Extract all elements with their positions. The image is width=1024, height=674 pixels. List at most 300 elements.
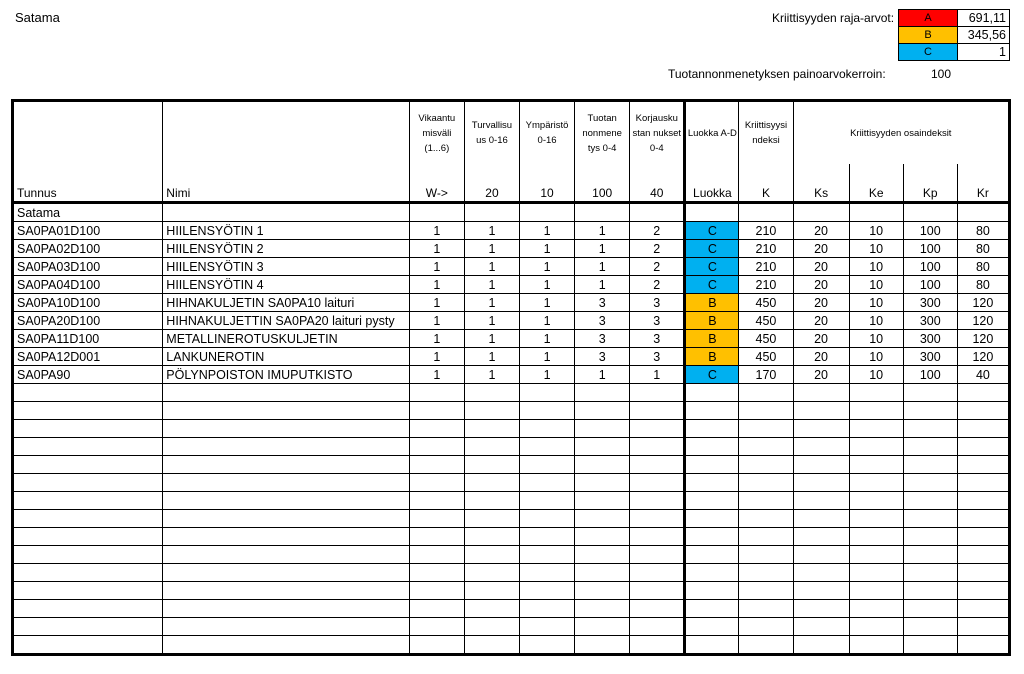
empty-cell[interactable] — [464, 528, 519, 546]
empty-cell[interactable] — [739, 636, 793, 655]
cell-y[interactable]: 1 — [520, 258, 575, 276]
empty-cell[interactable] — [685, 510, 739, 528]
empty-cell[interactable] — [630, 546, 685, 564]
empty-cell[interactable] — [409, 600, 464, 618]
cell-name[interactable]: HIILENSYÖTIN 1 — [163, 222, 409, 240]
cell-ks[interactable]: 20 — [793, 294, 849, 312]
empty-cell[interactable] — [903, 402, 957, 420]
cell-k[interactable]: 210 — [739, 240, 793, 258]
empty-cell[interactable] — [739, 546, 793, 564]
cell-cls[interactable]: C — [685, 240, 739, 258]
empty-cell[interactable] — [464, 474, 519, 492]
empty-cell[interactable] — [849, 618, 903, 636]
empty-cell[interactable] — [685, 546, 739, 564]
empty-cell[interactable] — [520, 510, 575, 528]
empty-cell[interactable] — [13, 402, 163, 420]
cell-t[interactable]: 1 — [464, 330, 519, 348]
threshold-value[interactable]: 1 — [958, 44, 1010, 61]
empty-cell[interactable] — [685, 456, 739, 474]
empty-cell[interactable] — [13, 474, 163, 492]
cell-id[interactable]: SA0PA04D100 — [13, 276, 163, 294]
cell-ke[interactable]: 10 — [849, 258, 903, 276]
cell-ke[interactable]: 10 — [849, 330, 903, 348]
empty-cell[interactable] — [739, 510, 793, 528]
empty-cell[interactable] — [903, 456, 957, 474]
empty-cell[interactable] — [464, 564, 519, 582]
cell-k[interactable]: 2 — [630, 240, 685, 258]
empty-cell[interactable] — [849, 456, 903, 474]
empty-cell[interactable] — [849, 582, 903, 600]
empty-cell[interactable] — [575, 456, 630, 474]
empty-cell[interactable] — [793, 618, 849, 636]
cell-k[interactable]: 210 — [739, 258, 793, 276]
empty-cell[interactable] — [903, 564, 957, 582]
cell-t[interactable]: 1 — [464, 312, 519, 330]
empty-cell[interactable] — [409, 474, 464, 492]
cell-kr[interactable]: 120 — [957, 294, 1009, 312]
cell-t[interactable]: 1 — [464, 348, 519, 366]
empty-cell[interactable] — [903, 636, 957, 655]
cell-kr[interactable]: 80 — [957, 276, 1009, 294]
empty-cell[interactable] — [903, 546, 957, 564]
cell-kp[interactable]: 100 — [903, 276, 957, 294]
empty-cell[interactable] — [685, 384, 739, 402]
cell-kp[interactable]: 300 — [903, 294, 957, 312]
empty-cell[interactable] — [957, 402, 1009, 420]
empty-cell[interactable] — [575, 420, 630, 438]
empty-cell[interactable] — [903, 492, 957, 510]
empty-cell[interactable] — [793, 402, 849, 420]
empty-cell[interactable] — [520, 600, 575, 618]
empty-cell[interactable] — [409, 510, 464, 528]
empty-cell[interactable] — [464, 636, 519, 655]
cell-cls[interactable]: C — [685, 276, 739, 294]
cell-kp[interactable]: 300 — [903, 312, 957, 330]
empty-cell[interactable] — [575, 600, 630, 618]
empty-cell[interactable] — [630, 582, 685, 600]
empty-cell[interactable] — [630, 438, 685, 456]
cell-ke[interactable]: 10 — [849, 312, 903, 330]
empty-cell[interactable] — [630, 456, 685, 474]
empty-cell[interactable] — [739, 492, 793, 510]
empty-cell[interactable] — [13, 546, 163, 564]
empty-cell[interactable] — [903, 474, 957, 492]
cell-id[interactable]: SA0PA02D100 — [13, 240, 163, 258]
cell-kr[interactable]: 80 — [957, 258, 1009, 276]
cell-name[interactable]: PÖLYNPOISTON IMUPUTKISTO — [163, 366, 409, 384]
cell-ks[interactable]: 20 — [793, 348, 849, 366]
empty-cell[interactable] — [793, 420, 849, 438]
cell-kp[interactable]: 300 — [903, 330, 957, 348]
empty-cell[interactable] — [575, 564, 630, 582]
cell-k[interactable]: 3 — [630, 348, 685, 366]
empty-cell[interactable] — [957, 636, 1009, 655]
empty-cell[interactable] — [13, 510, 163, 528]
cell-p[interactable]: 1 — [575, 222, 630, 240]
empty-cell[interactable] — [957, 618, 1009, 636]
empty-cell[interactable] — [163, 438, 409, 456]
cell-k[interactable]: 170 — [739, 366, 793, 384]
empty-cell[interactable] — [630, 384, 685, 402]
empty-cell[interactable] — [163, 528, 409, 546]
empty-cell[interactable] — [163, 384, 409, 402]
cell-ks[interactable]: 20 — [793, 312, 849, 330]
empty-cell[interactable] — [685, 528, 739, 546]
cell-id[interactable]: SA0PA11D100 — [13, 330, 163, 348]
cell-kr[interactable]: 120 — [957, 330, 1009, 348]
cell-p[interactable]: 3 — [575, 330, 630, 348]
empty-cell[interactable] — [793, 438, 849, 456]
empty-cell[interactable] — [409, 438, 464, 456]
empty-cell[interactable] — [793, 492, 849, 510]
cell-id[interactable]: SA0PA01D100 — [13, 222, 163, 240]
empty-cell[interactable] — [739, 618, 793, 636]
cell-ke[interactable]: 10 — [849, 240, 903, 258]
empty-cell[interactable] — [793, 474, 849, 492]
empty-cell[interactable] — [13, 564, 163, 582]
cell-cls[interactable]: B — [685, 330, 739, 348]
cell-name[interactable]: HIILENSYÖTIN 2 — [163, 240, 409, 258]
empty-cell[interactable] — [464, 618, 519, 636]
cell-p[interactable]: 1 — [575, 258, 630, 276]
empty-cell[interactable] — [520, 456, 575, 474]
empty-cell[interactable] — [13, 600, 163, 618]
empty-cell[interactable] — [409, 618, 464, 636]
empty-cell[interactable] — [13, 438, 163, 456]
cell-id[interactable]: SA0PA90 — [13, 366, 163, 384]
cell-kp[interactable]: 100 — [903, 258, 957, 276]
empty-cell[interactable] — [409, 582, 464, 600]
empty-cell[interactable] — [575, 618, 630, 636]
empty-cell[interactable] — [630, 402, 685, 420]
cell-cls[interactable]: B — [685, 312, 739, 330]
empty-cell[interactable] — [464, 492, 519, 510]
empty-cell[interactable] — [903, 582, 957, 600]
threshold-value[interactable]: 691,11 — [958, 10, 1010, 27]
cell-w[interactable]: 1 — [409, 312, 464, 330]
empty-cell[interactable] — [575, 438, 630, 456]
empty-cell[interactable] — [630, 636, 685, 655]
empty-cell[interactable] — [575, 582, 630, 600]
empty-cell[interactable] — [849, 510, 903, 528]
empty-cell[interactable] — [464, 402, 519, 420]
empty-cell[interactable] — [957, 420, 1009, 438]
empty-cell[interactable] — [793, 600, 849, 618]
empty-cell[interactable] — [793, 528, 849, 546]
cell-k[interactable]: 2 — [630, 222, 685, 240]
threshold-value[interactable]: 345,56 — [958, 27, 1010, 44]
cell-kp[interactable]: 300 — [903, 348, 957, 366]
empty-cell[interactable] — [409, 564, 464, 582]
cell-p[interactable]: 3 — [575, 294, 630, 312]
empty-cell[interactable] — [685, 618, 739, 636]
cell-y[interactable]: 1 — [520, 222, 575, 240]
empty-cell[interactable] — [903, 618, 957, 636]
cell-w[interactable]: 1 — [409, 330, 464, 348]
empty-cell[interactable] — [13, 384, 163, 402]
cell-name[interactable]: HIILENSYÖTIN 3 — [163, 258, 409, 276]
empty-cell[interactable] — [739, 384, 793, 402]
empty-cell[interactable] — [163, 636, 409, 655]
empty-cell[interactable] — [409, 402, 464, 420]
cell-id[interactable]: SA0PA10D100 — [13, 294, 163, 312]
cell-ke[interactable]: 10 — [849, 366, 903, 384]
empty-cell[interactable] — [464, 582, 519, 600]
empty-cell[interactable] — [520, 402, 575, 420]
empty-cell[interactable] — [903, 420, 957, 438]
cell-cls[interactable]: C — [685, 366, 739, 384]
empty-cell[interactable] — [575, 384, 630, 402]
empty-cell[interactable] — [957, 456, 1009, 474]
empty-cell[interactable] — [575, 402, 630, 420]
empty-cell[interactable] — [903, 384, 957, 402]
cell-kp[interactable]: 100 — [903, 366, 957, 384]
cell-ks[interactable]: 20 — [793, 222, 849, 240]
empty-cell[interactable] — [409, 384, 464, 402]
empty-cell[interactable] — [575, 636, 630, 655]
empty-cell[interactable] — [685, 564, 739, 582]
empty-cell[interactable] — [520, 636, 575, 655]
cell-t[interactable]: 1 — [464, 258, 519, 276]
cell-ke[interactable]: 10 — [849, 294, 903, 312]
empty-cell[interactable] — [630, 510, 685, 528]
cell-w[interactable]: 1 — [409, 276, 464, 294]
empty-cell[interactable] — [630, 600, 685, 618]
empty-cell[interactable] — [957, 582, 1009, 600]
cell-kr[interactable]: 80 — [957, 240, 1009, 258]
empty-cell[interactable] — [739, 528, 793, 546]
empty-cell[interactable] — [849, 438, 903, 456]
empty-cell[interactable] — [520, 420, 575, 438]
empty-cell[interactable] — [739, 582, 793, 600]
empty-cell[interactable] — [685, 420, 739, 438]
cell-name[interactable]: HIHNAKULJETTIN SA0PA20 laituri pysty — [163, 312, 409, 330]
empty-cell[interactable] — [685, 438, 739, 456]
empty-cell[interactable] — [409, 456, 464, 474]
cell-ks[interactable]: 20 — [793, 276, 849, 294]
empty-cell[interactable] — [957, 546, 1009, 564]
empty-cell[interactable] — [793, 456, 849, 474]
empty-cell[interactable] — [520, 564, 575, 582]
empty-cell[interactable] — [739, 564, 793, 582]
cell-t[interactable]: 1 — [464, 294, 519, 312]
empty-cell[interactable] — [630, 420, 685, 438]
empty-cell[interactable] — [520, 492, 575, 510]
cell-kr[interactable]: 40 — [957, 366, 1009, 384]
empty-cell[interactable] — [163, 420, 409, 438]
empty-cell[interactable] — [957, 600, 1009, 618]
cell-w[interactable]: 1 — [409, 366, 464, 384]
empty-cell[interactable] — [409, 420, 464, 438]
cell-kr[interactable]: 120 — [957, 312, 1009, 330]
cell-k[interactable]: 3 — [630, 330, 685, 348]
empty-cell[interactable] — [957, 528, 1009, 546]
empty-cell[interactable] — [630, 474, 685, 492]
empty-cell[interactable] — [739, 474, 793, 492]
empty-cell[interactable] — [163, 456, 409, 474]
empty-cell[interactable] — [13, 492, 163, 510]
empty-cell[interactable] — [739, 456, 793, 474]
empty-cell[interactable] — [793, 546, 849, 564]
cell-p[interactable]: 3 — [575, 312, 630, 330]
empty-cell[interactable] — [849, 564, 903, 582]
empty-cell[interactable] — [13, 528, 163, 546]
empty-cell[interactable] — [630, 528, 685, 546]
cell-k[interactable]: 1 — [630, 366, 685, 384]
empty-cell[interactable] — [409, 492, 464, 510]
empty-cell[interactable] — [163, 618, 409, 636]
cell-w[interactable]: 1 — [409, 240, 464, 258]
cell-k[interactable]: 450 — [739, 348, 793, 366]
empty-cell[interactable] — [685, 600, 739, 618]
cell-w[interactable]: 1 — [409, 258, 464, 276]
empty-cell[interactable] — [13, 456, 163, 474]
empty-cell[interactable] — [163, 402, 409, 420]
cell-t[interactable]: 1 — [464, 222, 519, 240]
empty-cell[interactable] — [685, 582, 739, 600]
cell-y[interactable]: 1 — [520, 240, 575, 258]
empty-cell[interactable] — [957, 564, 1009, 582]
cell-name[interactable]: HIHNAKULJETIN SA0PA10 laituri — [163, 294, 409, 312]
empty-cell[interactable] — [849, 420, 903, 438]
empty-cell[interactable] — [849, 474, 903, 492]
cell-kr[interactable]: 120 — [957, 348, 1009, 366]
empty-cell[interactable] — [739, 438, 793, 456]
empty-cell[interactable] — [464, 420, 519, 438]
empty-cell[interactable] — [520, 384, 575, 402]
empty-cell[interactable] — [793, 564, 849, 582]
empty-cell[interactable] — [849, 600, 903, 618]
cell-kp[interactable]: 100 — [903, 240, 957, 258]
empty-cell[interactable] — [163, 582, 409, 600]
cell-id[interactable]: SA0PA03D100 — [13, 258, 163, 276]
empty-cell[interactable] — [520, 582, 575, 600]
empty-cell[interactable] — [464, 600, 519, 618]
cell-kr[interactable]: 80 — [957, 222, 1009, 240]
empty-cell[interactable] — [957, 492, 1009, 510]
empty-cell[interactable] — [739, 420, 793, 438]
empty-cell[interactable] — [575, 474, 630, 492]
empty-cell[interactable] — [409, 528, 464, 546]
empty-cell[interactable] — [793, 636, 849, 655]
cell-cls[interactable]: B — [685, 348, 739, 366]
cell-p[interactable]: 3 — [575, 348, 630, 366]
empty-cell[interactable] — [464, 456, 519, 474]
empty-cell[interactable] — [903, 600, 957, 618]
cell-cls[interactable]: C — [685, 258, 739, 276]
empty-cell[interactable] — [520, 474, 575, 492]
weight-value[interactable]: 100 — [931, 67, 952, 81]
empty-cell[interactable] — [163, 510, 409, 528]
empty-cell[interactable] — [849, 528, 903, 546]
cell-k[interactable]: 450 — [739, 294, 793, 312]
cell-y[interactable]: 1 — [520, 312, 575, 330]
cell-name[interactable]: HIILENSYÖTIN 4 — [163, 276, 409, 294]
cell-ke[interactable]: 10 — [849, 222, 903, 240]
empty-cell[interactable] — [849, 492, 903, 510]
cell-p[interactable]: 1 — [575, 276, 630, 294]
empty-cell[interactable] — [464, 510, 519, 528]
empty-cell[interactable] — [903, 438, 957, 456]
cell-ke[interactable]: 10 — [849, 276, 903, 294]
cell-k[interactable]: 210 — [739, 276, 793, 294]
empty-cell[interactable] — [739, 600, 793, 618]
cell-p[interactable]: 1 — [575, 366, 630, 384]
empty-cell[interactable] — [793, 384, 849, 402]
empty-cell[interactable] — [630, 492, 685, 510]
cell-cls[interactable]: B — [685, 294, 739, 312]
cell-t[interactable]: 1 — [464, 240, 519, 258]
cell-w[interactable]: 1 — [409, 222, 464, 240]
empty-cell[interactable] — [685, 636, 739, 655]
cell-y[interactable]: 1 — [520, 330, 575, 348]
cell-ks[interactable]: 20 — [793, 366, 849, 384]
cell-ks[interactable]: 20 — [793, 240, 849, 258]
cell-name[interactable]: LANKUNEROTIN — [163, 348, 409, 366]
empty-cell[interactable] — [163, 564, 409, 582]
empty-cell[interactable] — [849, 402, 903, 420]
empty-cell[interactable] — [793, 510, 849, 528]
empty-cell[interactable] — [575, 492, 630, 510]
cell-cls[interactable]: C — [685, 222, 739, 240]
empty-cell[interactable] — [849, 636, 903, 655]
empty-cell[interactable] — [575, 528, 630, 546]
empty-cell[interactable] — [685, 474, 739, 492]
empty-cell[interactable] — [520, 618, 575, 636]
empty-cell[interactable] — [13, 420, 163, 438]
cell-id[interactable]: SA0PA12D001 — [13, 348, 163, 366]
empty-cell[interactable] — [630, 618, 685, 636]
empty-cell[interactable] — [13, 582, 163, 600]
cell-w[interactable]: 1 — [409, 294, 464, 312]
cell-w[interactable]: 1 — [409, 348, 464, 366]
empty-cell[interactable] — [903, 528, 957, 546]
cell-name[interactable]: METALLINEROTUSKULJETIN — [163, 330, 409, 348]
empty-cell[interactable] — [793, 582, 849, 600]
empty-cell[interactable] — [520, 438, 575, 456]
cell-k[interactable]: 3 — [630, 294, 685, 312]
cell-y[interactable]: 1 — [520, 294, 575, 312]
empty-cell[interactable] — [957, 384, 1009, 402]
empty-cell[interactable] — [163, 492, 409, 510]
cell-k[interactable]: 450 — [739, 330, 793, 348]
cell-k[interactable]: 210 — [739, 222, 793, 240]
cell-p[interactable]: 1 — [575, 240, 630, 258]
empty-cell[interactable] — [957, 510, 1009, 528]
empty-cell[interactable] — [163, 600, 409, 618]
empty-cell[interactable] — [903, 510, 957, 528]
empty-cell[interactable] — [13, 618, 163, 636]
cell-k[interactable]: 450 — [739, 312, 793, 330]
cell-k[interactable]: 3 — [630, 312, 685, 330]
empty-cell[interactable] — [739, 402, 793, 420]
cell-ks[interactable]: 20 — [793, 330, 849, 348]
empty-cell[interactable] — [520, 528, 575, 546]
empty-cell[interactable] — [685, 402, 739, 420]
cell-ke[interactable]: 10 — [849, 348, 903, 366]
cell-k[interactable]: 2 — [630, 276, 685, 294]
empty-cell[interactable] — [464, 438, 519, 456]
empty-cell[interactable] — [409, 636, 464, 655]
empty-cell[interactable] — [575, 510, 630, 528]
empty-cell[interactable] — [849, 384, 903, 402]
cell-id[interactable]: SA0PA20D100 — [13, 312, 163, 330]
cell-kp[interactable]: 100 — [903, 222, 957, 240]
empty-cell[interactable] — [849, 546, 903, 564]
empty-cell[interactable] — [957, 474, 1009, 492]
empty-cell[interactable] — [163, 474, 409, 492]
empty-cell[interactable] — [685, 492, 739, 510]
